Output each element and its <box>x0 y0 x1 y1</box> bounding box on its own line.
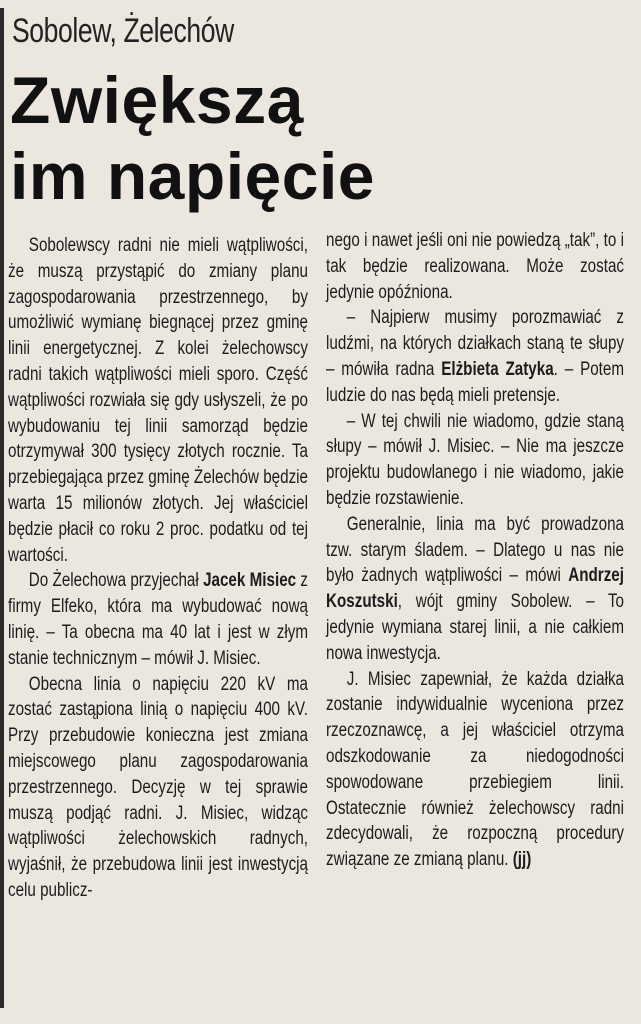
paragraph: Generalnie, linia ma być prowadzona tzw. starym śladem. – Dlatego u nas nie było żadnych wątpliwości – mówi Andrzej Koszutski, wójt gminy Sobolew. – To jedynie wymiana starej linii, a nie całkiem nowa inwestycja. <box>326 513 624 664</box>
paragraph: – W tej chwili nie wiadomo, gdzie staną słupy – mówił J. Misiec. – Nie ma jeszcze projektu budowlanego i nie wiadomo, jakie będzie rozstawienie. <box>326 410 624 509</box>
column-gutter <box>318 232 319 992</box>
paragraph: – Najpierw musimy porozmawiać z ludźmi, na których działkach staną te słupy – mówiła radna Elżbieta Zatyka. – Potem ludzie do nas będą mieli pretensje. <box>326 307 624 406</box>
headline-line-1: Zwiększą <box>10 63 304 137</box>
headline-line-2: im napięcie <box>10 139 375 213</box>
person-name: Andrzej Koszutski <box>326 565 624 613</box>
paragraph: Sobolewscy radni nie mieli wątpliwości, że muszą przystąpić do zmiany planu zagospodarowania przestrzennego, by umożliwić wymianę biegnącej przez gminę linii energetycznej. Z kolei żelechowscy radni takich wątpliwości mieli sporo. Część wątpliwości rozwiała się gdy usłyszeli, że po wybudowaniu tej linii samorząd będzie otrzymywał 300 tysięcy złotych rocznie. Ta przebiegająca przez gminę Żelechów będzie warta 15 milionów złotych. Jej właściciel będzie płacił co roku 2 proc. podatku od tej wartości. <box>8 235 309 566</box>
author-signature: (jj) <box>512 849 532 871</box>
paragraph: Obecna linia o napięciu 220 kV ma zostać zastąpiona linią o napięciu 400 kV. Przy przebudowie konieczna jest zmiana miejscowego planu zagospodarowania przestrzennego. Decyzję w tej sprawie muszą podjąć radni. J. Misiec, widząc wątpliwości żelechowskich radnych, wyjaśnił, że przebudowa linii jest inwestycją celu publicz- <box>8 673 309 901</box>
article-kicker: Sobolew, Żelechów <box>12 12 234 50</box>
paragraph: nego i nawet jeśli oni nie powiedzą „tak”, to i tak będzie realizowana. Może zostać jedynie opóźniona. <box>326 230 624 303</box>
right-column <box>326 228 624 873</box>
left-border-rule <box>0 8 4 1008</box>
left-column <box>8 233 308 904</box>
person-name: Elżbieta Zatyka <box>441 358 554 380</box>
person-name: Jacek Misiec <box>203 570 297 592</box>
paragraph: Do Żelechowa przyjechał Jacek Misiec z firmy Elfeko, która ma wybudować nową linię. – Ta obecna ma 40 lat i jest w złym stanie technicznym – mówił J. Misiec. <box>8 570 308 669</box>
paragraph: J. Misiec zapewniał, że każda działka zostanie indywidualnie wyceniona przez rzeczoznawcę, a jej właściciel otrzyma odszkodowanie za niedogodności spowodowane przebiegiem linii. Ostatecznie również żelechowscy radni zdecydowali, że rozpoczną procedury związane ze zmianą planu. (jj) <box>326 668 624 871</box>
article-headline <box>10 62 375 214</box>
